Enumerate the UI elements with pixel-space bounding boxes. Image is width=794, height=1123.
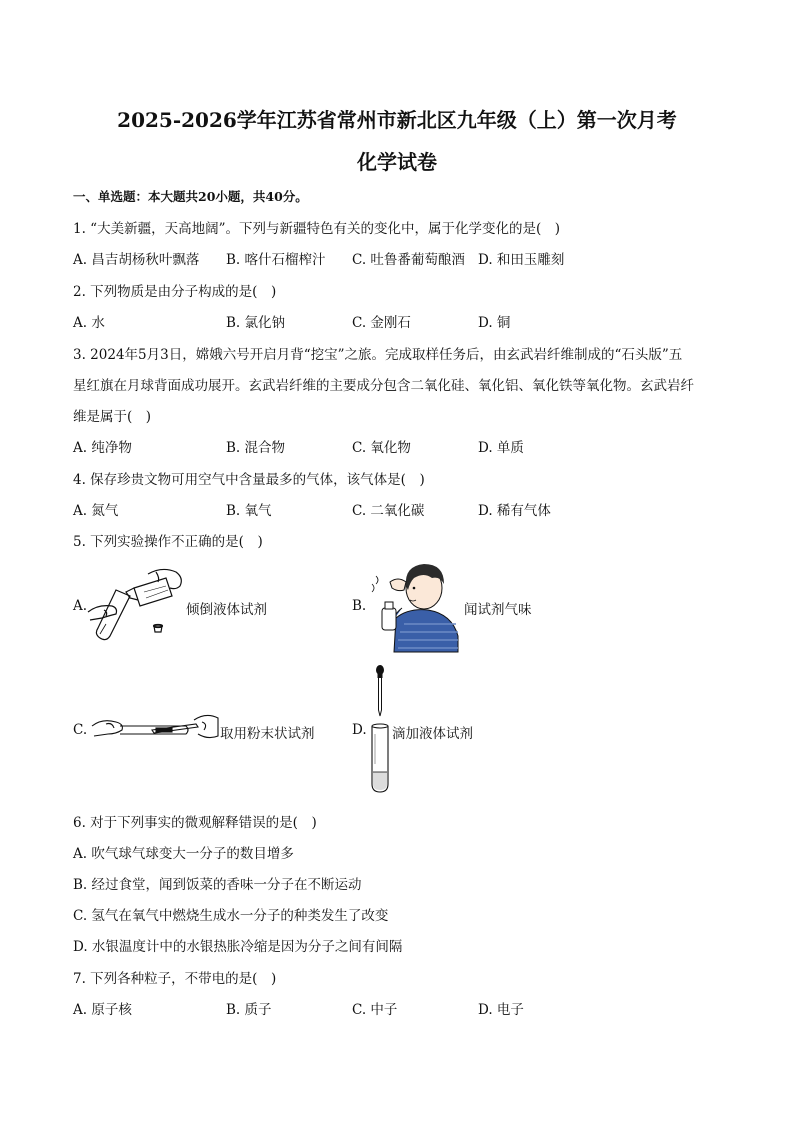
figure-a-caption: 倾倒液体试剂 bbox=[186, 602, 267, 618]
question-7-stem: 7. 下列各种粒子，不带电的是( ) bbox=[73, 971, 277, 987]
question-4-option-d: D. 稀有气体 bbox=[478, 503, 551, 519]
question-6-option-a: A. 吹气球气球变大一分子的数目增多 bbox=[73, 846, 294, 862]
question-2-stem: 2. 下列物质是由分子构成的是( ) bbox=[73, 284, 277, 300]
question-2-option-c: C. 金刚石 bbox=[352, 315, 411, 331]
question-6-option-b: B. 经过食堂，闻到饭菜的香味一分子在不断运动 bbox=[73, 877, 362, 893]
exam-title: 2025-2026学年江苏省常州市新北区九年级（上）第一次月考 bbox=[117, 108, 677, 132]
question-6-stem: 6. 对于下列事实的微观解释错误的是( ) bbox=[73, 815, 317, 831]
figure-c-caption: 取用粉末状试剂 bbox=[220, 726, 315, 742]
question-3-stem-line-2: 星红旗在月球背面成功展开。玄武岩纤维的主要成分包含二氧化硅、氧化铝、氧化铁等氧化物。玄武岩纤 bbox=[73, 378, 694, 394]
question-1-option-b: B. 喀什石榴榨汁 bbox=[226, 252, 326, 268]
question-4-option-c: C. 二氧化碳 bbox=[352, 503, 425, 519]
question-7-option-d: D. 电子 bbox=[478, 1002, 524, 1018]
question-7-option-a: A. 原子核 bbox=[73, 1002, 132, 1018]
question-3-stem-line-3: 维是属于( ) bbox=[73, 409, 152, 425]
question-3-stem-line-1: 3. 2024年5月3日，嫦娥六号开启月背“挖宝”之旅。完成取样任务后，由玄武岩纤维制成的“石头版”五 bbox=[73, 347, 683, 363]
question-6-option-d: D. 水银温度计中的水银热胀冷缩是因为分子之间有间隔 bbox=[73, 939, 403, 955]
question-1-option-c: C. 吐鲁番葡萄酿酒 bbox=[352, 252, 465, 268]
figure-a-letter: A. bbox=[73, 598, 88, 614]
question-7-option-c: C. 中子 bbox=[352, 1002, 398, 1018]
question-2-option-b: B. 氯化钠 bbox=[226, 315, 286, 331]
section-heading: 一、单选题：本大题共20小题，共40分。 bbox=[73, 189, 308, 204]
question-5-stem: 5. 下列实验操作不正确的是( ) bbox=[73, 534, 263, 550]
pouring-liquid-illustration bbox=[86, 570, 186, 642]
question-1-option-d: D. 和田玉雕刻 bbox=[478, 252, 565, 268]
question-3-option-b: B. 混合物 bbox=[226, 440, 286, 456]
question-6-option-c: C. 氢气在氧气中燃烧生成水一分子的种类发生了改变 bbox=[73, 908, 389, 924]
figure-d-caption: 滴加液体试剂 bbox=[392, 726, 473, 742]
question-3-option-c: C. 氧化物 bbox=[352, 440, 411, 456]
figure-c-letter: C. bbox=[73, 722, 88, 738]
figure-b-caption: 闻试剂气味 bbox=[464, 602, 532, 618]
powder-reagent-illustration bbox=[92, 712, 220, 748]
question-1-stem: 1. “大美新疆，天高地阔”。下列与新疆特色有关的变化中，属于化学变化的是( ) bbox=[73, 221, 561, 237]
question-3-option-d: D. 单质 bbox=[478, 440, 524, 456]
question-7-option-b: B. 质子 bbox=[226, 1002, 272, 1018]
exam-subtitle: 化学试卷 bbox=[357, 150, 437, 174]
question-2-option-d: D. 铜 bbox=[478, 315, 511, 331]
question-4-stem: 4. 保存珍贵文物可用空气中含量最多的气体，该气体是( ) bbox=[73, 472, 425, 488]
question-2-option-a: A. 水 bbox=[73, 315, 105, 331]
question-4-option-a: A. 氮气 bbox=[73, 503, 119, 519]
question-3-option-a: A. 纯净物 bbox=[73, 440, 132, 456]
figure-b-letter: B. bbox=[352, 598, 367, 614]
figure-d-letter: D. bbox=[352, 722, 367, 738]
question-1-option-a: A. 昌吉胡杨秋叶飘落 bbox=[73, 252, 200, 268]
question-4-option-b: B. 氧气 bbox=[226, 503, 272, 519]
smelling-reagent-illustration bbox=[368, 558, 462, 652]
